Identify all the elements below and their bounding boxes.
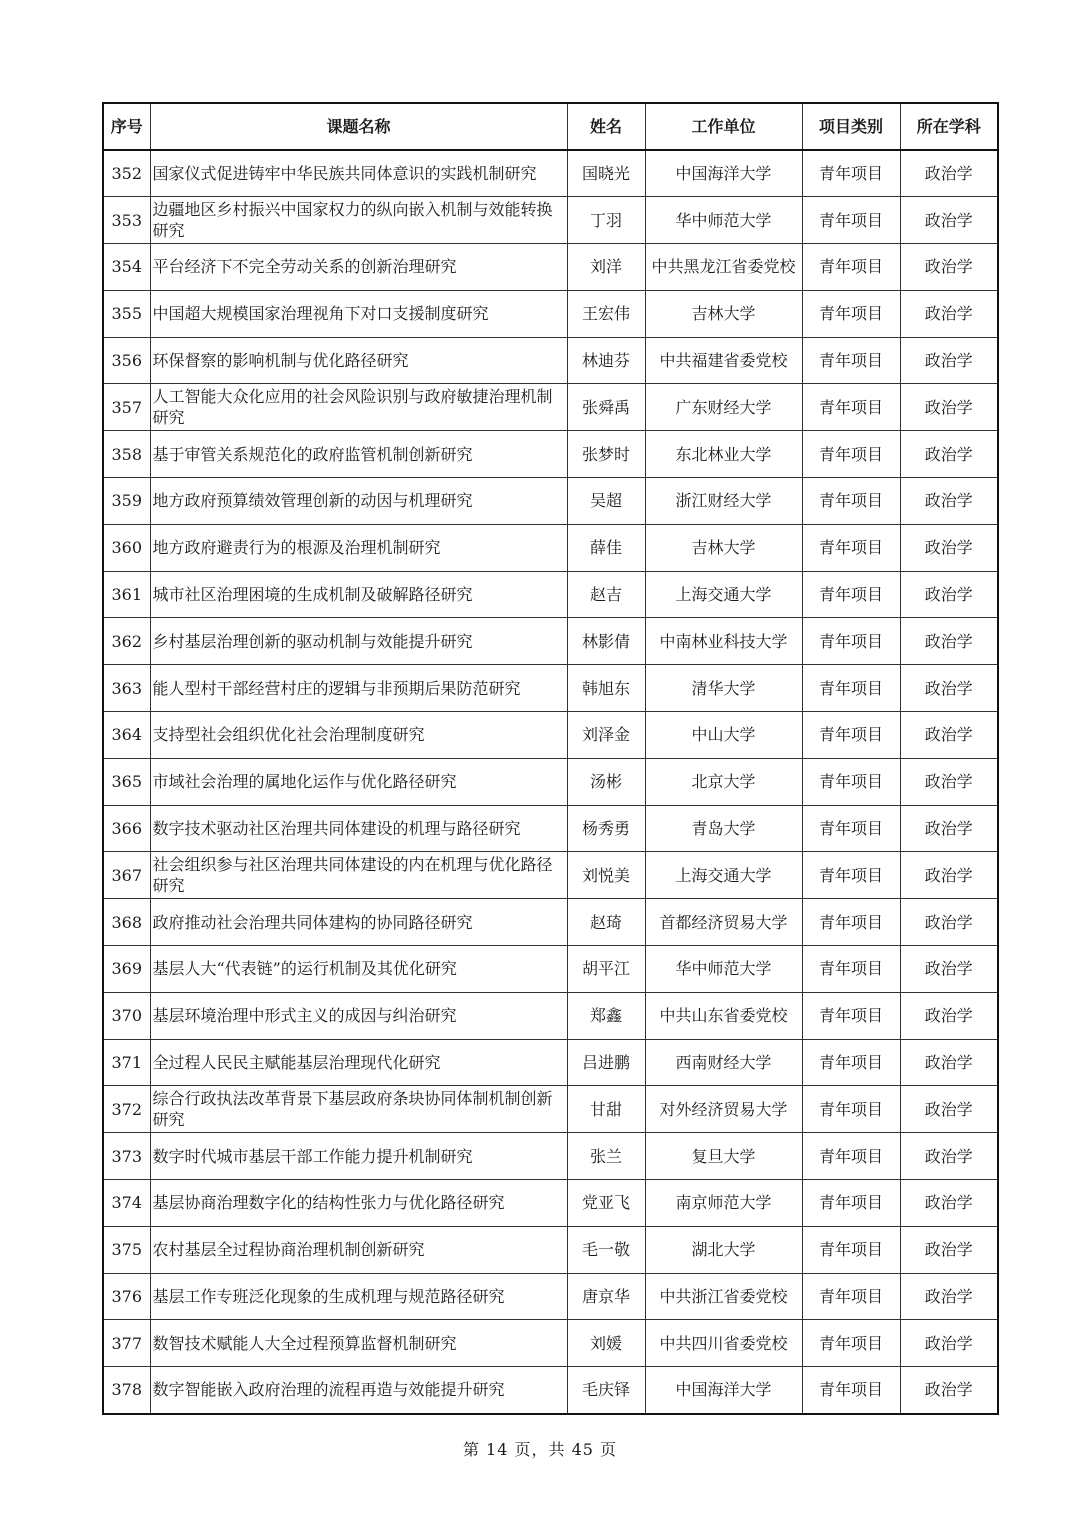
table-row — [103, 1180, 998, 1227]
page-number-footer: 第 14 页，共 45 页 — [462, 1440, 618, 1459]
header-row — [103, 103, 998, 150]
project-list-table — [102, 102, 999, 1415]
serial-number-cell: 375 — [103, 1226, 150, 1273]
work-unit-cell: 清华大学 — [645, 665, 802, 712]
table-row — [103, 244, 998, 291]
discipline-cell: 政治学 — [900, 618, 998, 665]
header-work-unit: 工作单位 — [645, 103, 802, 150]
discipline-cell: 政治学 — [900, 337, 998, 384]
discipline-cell: 政治学 — [900, 712, 998, 759]
table-row — [103, 852, 998, 899]
work-unit-cell: 吉林大学 — [645, 290, 802, 337]
project-title-cell: 环保督察的影响机制与优化路径研究 — [150, 337, 567, 384]
work-unit-cell: 中山大学 — [645, 712, 802, 759]
work-unit-cell: 浙江财经大学 — [645, 478, 802, 525]
project-category-cell: 青年项目 — [802, 244, 900, 291]
table-row — [103, 290, 998, 337]
project-title-cell: 基于审管关系规范化的政府监管机制创新研究 — [150, 431, 567, 478]
name-cell: 刘洋 — [567, 244, 645, 291]
project-title-cell: 市域社会治理的属地化运作与优化路径研究 — [150, 758, 567, 805]
project-category-cell: 青年项目 — [802, 946, 900, 993]
table-row — [103, 758, 998, 805]
serial-number-cell: 369 — [103, 946, 150, 993]
project-title-cell: 地方政府避责行为的根源及治理机制研究 — [150, 524, 567, 571]
project-category-cell: 青年项目 — [802, 197, 900, 244]
discipline-cell: 政治学 — [900, 478, 998, 525]
discipline-cell: 政治学 — [900, 1226, 998, 1273]
work-unit-cell: 中国海洋大学 — [645, 1367, 802, 1414]
table-row — [103, 1133, 998, 1180]
name-cell: 赵吉 — [567, 571, 645, 618]
project-category-cell: 青年项目 — [802, 618, 900, 665]
project-category-cell: 青年项目 — [802, 758, 900, 805]
work-unit-cell: 东北林业大学 — [645, 431, 802, 478]
project-title-cell: 社会组织参与社区治理共同体建设的内在机理与优化路径研究 — [150, 852, 567, 899]
discipline-cell: 政治学 — [900, 1180, 998, 1227]
discipline-cell: 政治学 — [900, 1367, 998, 1414]
discipline-cell: 政治学 — [900, 150, 998, 197]
name-cell: 胡平江 — [567, 946, 645, 993]
name-cell: 林影倩 — [567, 618, 645, 665]
serial-number-cell: 358 — [103, 431, 150, 478]
discipline-cell: 政治学 — [900, 665, 998, 712]
project-title-cell: 平台经济下不完全劳动关系的创新治理研究 — [150, 244, 567, 291]
discipline-cell: 政治学 — [900, 244, 998, 291]
table-body — [103, 150, 998, 1414]
work-unit-cell: 中共山东省委党校 — [645, 992, 802, 1039]
serial-number-cell: 371 — [103, 1039, 150, 1086]
work-unit-cell: 南京师范大学 — [645, 1180, 802, 1227]
project-title-cell: 基层环境治理中形式主义的成因与纠治研究 — [150, 992, 567, 1039]
name-cell: 韩旭东 — [567, 665, 645, 712]
name-cell: 张舜禹 — [567, 384, 645, 431]
header-project-title: 课题名称 — [150, 103, 567, 150]
table-row — [103, 1226, 998, 1273]
project-title-cell: 基层工作专班泛化现象的生成机理与规范路径研究 — [150, 1273, 567, 1320]
project-category-cell: 青年项目 — [802, 290, 900, 337]
work-unit-cell: 复旦大学 — [645, 1133, 802, 1180]
name-cell: 王宏伟 — [567, 290, 645, 337]
serial-number-cell: 360 — [103, 524, 150, 571]
discipline-cell: 政治学 — [900, 384, 998, 431]
serial-number-cell: 376 — [103, 1273, 150, 1320]
work-unit-cell: 吉林大学 — [645, 524, 802, 571]
name-cell: 党亚飞 — [567, 1180, 645, 1227]
serial-number-cell: 370 — [103, 992, 150, 1039]
work-unit-cell: 首都经济贸易大学 — [645, 899, 802, 946]
project-category-cell: 青年项目 — [802, 899, 900, 946]
name-cell: 国晓光 — [567, 150, 645, 197]
discipline-cell: 政治学 — [900, 899, 998, 946]
serial-number-cell: 364 — [103, 712, 150, 759]
table-row — [103, 665, 998, 712]
name-cell: 刘泽金 — [567, 712, 645, 759]
table-row — [103, 197, 998, 244]
discipline-cell: 政治学 — [900, 571, 998, 618]
project-category-cell: 青年项目 — [802, 1367, 900, 1414]
table-row — [103, 946, 998, 993]
serial-number-cell: 363 — [103, 665, 150, 712]
discipline-cell: 政治学 — [900, 1273, 998, 1320]
discipline-cell: 政治学 — [900, 1133, 998, 1180]
project-title-cell: 综合行政执法改革背景下基层政府条块协同体制机制创新研究 — [150, 1086, 567, 1133]
project-title-cell: 乡村基层治理创新的驱动机制与效能提升研究 — [150, 618, 567, 665]
name-cell: 杨秀勇 — [567, 805, 645, 852]
name-cell: 林迪芬 — [567, 337, 645, 384]
project-title-cell: 地方政府预算绩效管理创新的动因与机理研究 — [150, 478, 567, 525]
project-category-cell: 青年项目 — [802, 1226, 900, 1273]
project-title-cell: 边疆地区乡村振兴中国家权力的纵向嵌入机制与效能转换研究 — [150, 197, 567, 244]
table-row — [103, 571, 998, 618]
discipline-cell: 政治学 — [900, 290, 998, 337]
work-unit-cell: 西南财经大学 — [645, 1039, 802, 1086]
project-category-cell: 青年项目 — [802, 712, 900, 759]
name-cell: 毛一敬 — [567, 1226, 645, 1273]
name-cell: 唐京华 — [567, 1273, 645, 1320]
table-row — [103, 712, 998, 759]
project-title-cell: 全过程人民民主赋能基层治理现代化研究 — [150, 1039, 567, 1086]
project-category-cell: 青年项目 — [802, 665, 900, 712]
project-title-cell: 基层协商治理数字化的结构性张力与优化路径研究 — [150, 1180, 567, 1227]
serial-number-cell: 361 — [103, 571, 150, 618]
table-row — [103, 150, 998, 197]
project-title-cell: 政府推动社会治理共同体建构的协同路径研究 — [150, 899, 567, 946]
discipline-cell: 政治学 — [900, 1320, 998, 1367]
work-unit-cell: 中共黑龙江省委党校 — [645, 244, 802, 291]
table-row — [103, 384, 998, 431]
work-unit-cell: 华中师范大学 — [645, 197, 802, 244]
discipline-cell: 政治学 — [900, 524, 998, 571]
project-category-cell: 青年项目 — [802, 1086, 900, 1133]
serial-number-cell: 377 — [103, 1320, 150, 1367]
serial-number-cell: 359 — [103, 478, 150, 525]
project-category-cell: 青年项目 — [802, 1273, 900, 1320]
table-row — [103, 478, 998, 525]
discipline-cell: 政治学 — [900, 431, 998, 478]
table-row — [103, 1039, 998, 1086]
serial-number-cell: 352 — [103, 150, 150, 197]
table-row — [103, 899, 998, 946]
project-category-cell: 青年项目 — [802, 1320, 900, 1367]
work-unit-cell: 中共四川省委党校 — [645, 1320, 802, 1367]
serial-number-cell: 365 — [103, 758, 150, 805]
serial-number-cell: 368 — [103, 899, 150, 946]
serial-number-cell: 353 — [103, 197, 150, 244]
work-unit-cell: 中南林业科技大学 — [645, 618, 802, 665]
project-title-cell: 能人型村干部经营村庄的逻辑与非预期后果防范研究 — [150, 665, 567, 712]
project-category-cell: 青年项目 — [802, 992, 900, 1039]
serial-number-cell: 374 — [103, 1180, 150, 1227]
header-name: 姓名 — [567, 103, 645, 150]
project-title-cell: 人工智能大众化应用的社会风险识别与政府敏捷治理机制研究 — [150, 384, 567, 431]
header-serial-number: 序号 — [103, 103, 150, 150]
project-category-cell: 青年项目 — [802, 805, 900, 852]
project-title-cell: 城市社区治理困境的生成机制及破解路径研究 — [150, 571, 567, 618]
work-unit-cell: 湖北大学 — [645, 1226, 802, 1273]
discipline-cell: 政治学 — [900, 758, 998, 805]
discipline-cell: 政治学 — [900, 197, 998, 244]
discipline-cell: 政治学 — [900, 992, 998, 1039]
name-cell: 丁羽 — [567, 197, 645, 244]
table-row — [103, 1273, 998, 1320]
project-title-cell: 数字智能嵌入政府治理的流程再造与效能提升研究 — [150, 1367, 567, 1414]
project-title-cell: 数字技术驱动社区治理共同体建设的机理与路径研究 — [150, 805, 567, 852]
discipline-cell: 政治学 — [900, 1086, 998, 1133]
serial-number-cell: 372 — [103, 1086, 150, 1133]
serial-number-cell: 366 — [103, 805, 150, 852]
project-category-cell: 青年项目 — [802, 478, 900, 525]
name-cell: 张梦时 — [567, 431, 645, 478]
serial-number-cell: 355 — [103, 290, 150, 337]
name-cell: 吴超 — [567, 478, 645, 525]
header-project-category: 项目类别 — [802, 103, 900, 150]
table-row — [103, 1320, 998, 1367]
serial-number-cell: 373 — [103, 1133, 150, 1180]
table-row — [103, 992, 998, 1039]
project-title-cell: 支持型社会组织优化社会治理制度研究 — [150, 712, 567, 759]
header-discipline: 所在学科 — [900, 103, 998, 150]
project-category-cell: 青年项目 — [802, 571, 900, 618]
project-category-cell: 青年项目 — [802, 1039, 900, 1086]
table-row — [103, 1086, 998, 1133]
work-unit-cell: 青岛大学 — [645, 805, 802, 852]
project-title-cell: 国家仪式促进铸牢中华民族共同体意识的实践机制研究 — [150, 150, 567, 197]
work-unit-cell: 中国海洋大学 — [645, 150, 802, 197]
table-row — [103, 618, 998, 665]
table-row — [103, 431, 998, 478]
project-title-cell: 农村基层全过程协商治理机制创新研究 — [150, 1226, 567, 1273]
work-unit-cell: 北京大学 — [645, 758, 802, 805]
name-cell: 毛庆铎 — [567, 1367, 645, 1414]
work-unit-cell: 上海交通大学 — [645, 571, 802, 618]
discipline-cell: 政治学 — [900, 1039, 998, 1086]
project-category-cell: 青年项目 — [802, 1133, 900, 1180]
project-category-cell: 青年项目 — [802, 150, 900, 197]
project-category-cell: 青年项目 — [802, 384, 900, 431]
work-unit-cell: 广东财经大学 — [645, 384, 802, 431]
work-unit-cell: 中共福建省委党校 — [645, 337, 802, 384]
work-unit-cell: 华中师范大学 — [645, 946, 802, 993]
project-category-cell: 青年项目 — [802, 431, 900, 478]
name-cell: 甘甜 — [567, 1086, 645, 1133]
name-cell: 刘悦美 — [567, 852, 645, 899]
name-cell: 赵琦 — [567, 899, 645, 946]
table-row — [103, 1367, 998, 1414]
name-cell: 刘媛 — [567, 1320, 645, 1367]
table-header — [103, 103, 998, 150]
project-title-cell: 基层人大“代表链”的运行机制及其优化研究 — [150, 946, 567, 993]
table-row — [103, 337, 998, 384]
serial-number-cell: 362 — [103, 618, 150, 665]
serial-number-cell: 367 — [103, 852, 150, 899]
work-unit-cell: 中共浙江省委党校 — [645, 1273, 802, 1320]
name-cell: 张兰 — [567, 1133, 645, 1180]
name-cell: 汤彬 — [567, 758, 645, 805]
work-unit-cell: 对外经济贸易大学 — [645, 1086, 802, 1133]
project-category-cell: 青年项目 — [802, 337, 900, 384]
serial-number-cell: 378 — [103, 1367, 150, 1414]
table-row — [103, 805, 998, 852]
work-unit-cell: 上海交通大学 — [645, 852, 802, 899]
name-cell: 郑鑫 — [567, 992, 645, 1039]
project-category-cell: 青年项目 — [802, 852, 900, 899]
project-category-cell: 青年项目 — [802, 524, 900, 571]
project-title-cell: 数智技术赋能人大全过程预算监督机制研究 — [150, 1320, 567, 1367]
project-title-cell: 数字时代城市基层干部工作能力提升机制研究 — [150, 1133, 567, 1180]
table-row — [103, 524, 998, 571]
discipline-cell: 政治学 — [900, 852, 998, 899]
serial-number-cell: 357 — [103, 384, 150, 431]
name-cell: 薛佳 — [567, 524, 645, 571]
serial-number-cell: 356 — [103, 337, 150, 384]
discipline-cell: 政治学 — [900, 946, 998, 993]
project-category-cell: 青年项目 — [802, 1180, 900, 1227]
discipline-cell: 政治学 — [900, 805, 998, 852]
project-title-cell: 中国超大规模国家治理视角下对口支援制度研究 — [150, 290, 567, 337]
name-cell: 吕进鹏 — [567, 1039, 645, 1086]
serial-number-cell: 354 — [103, 244, 150, 291]
